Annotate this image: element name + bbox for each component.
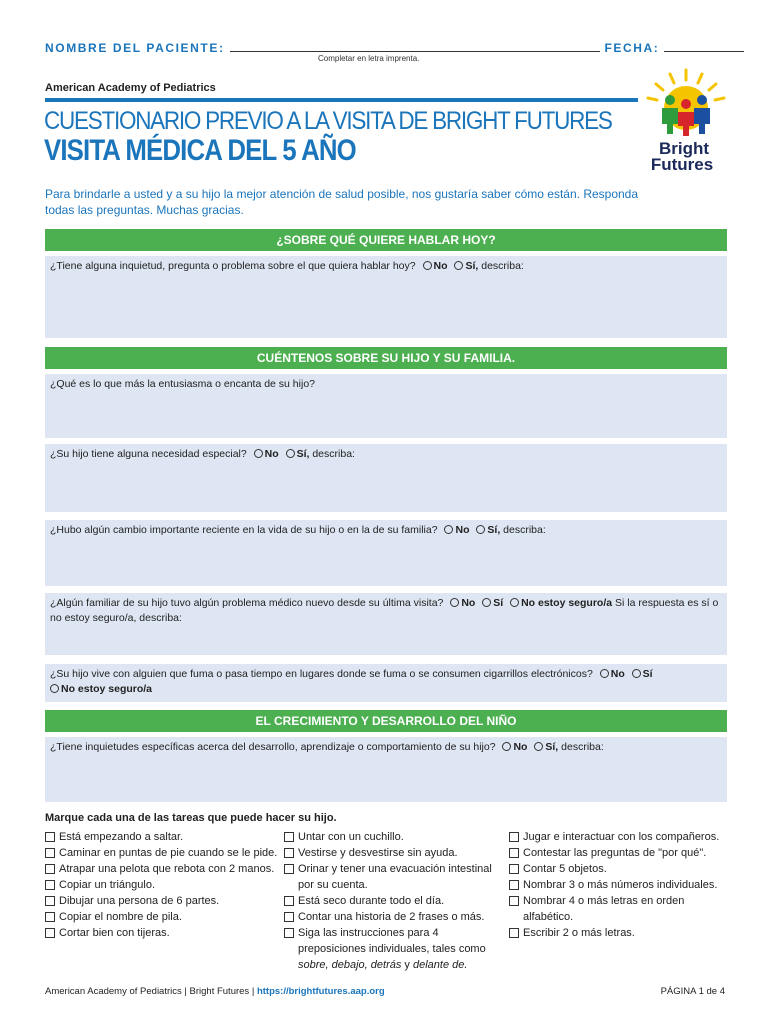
patient-name-field[interactable] xyxy=(230,40,600,52)
print-note: Completar en letra imprenta. xyxy=(318,54,420,63)
task-item[interactable]: Jugar e interactuar con los compañeros. xyxy=(509,829,729,845)
footer: American Academy of Pediatrics | Bright Futures | https://brightfutures.aap.org xyxy=(45,986,385,997)
footer-link[interactable]: https://brightfutures.aap.org xyxy=(256,986,385,997)
radio-no[interactable] xyxy=(444,525,453,534)
question-text: ¿Tiene alguna inquietud, pregunta o problema sobre el que quiera hablar hoy? xyxy=(50,260,416,272)
section-header-development: EL CRECIMIENTO Y DESARROLLO DEL NIÑO xyxy=(45,710,727,732)
question-text: ¿Algún familiar de su hijo tuvo algún problema médico nuevo desde su última visita? xyxy=(50,597,444,609)
question-box-family-medical[interactable] xyxy=(45,593,727,655)
tasks-column-1 xyxy=(45,829,280,941)
option-label: describa: xyxy=(481,260,524,272)
bright-futures-logo xyxy=(640,68,730,173)
radio-yes[interactable] xyxy=(482,598,491,607)
option-label: Sí, xyxy=(296,448,310,460)
intro-text: Para brindarle a usted y a su hijo la mejor atención de salud posible, nos gustaría saber cómo están. Responda todas las preguntas. Muchas gracias. xyxy=(45,187,639,217)
option-label: No xyxy=(513,741,528,753)
checkbox[interactable] xyxy=(509,928,519,938)
option-label: No xyxy=(610,668,625,680)
task-item[interactable]: Copiar el nombre de pila. xyxy=(45,909,280,925)
question-box-changes[interactable] xyxy=(45,520,727,586)
question-box-enthusiasm[interactable] xyxy=(45,374,727,438)
checkbox[interactable] xyxy=(284,928,294,938)
option-label: No xyxy=(433,260,448,272)
task-item[interactable]: Orinar y tener una evacuación intestinal por su cuenta. xyxy=(284,861,499,893)
patient-name-row xyxy=(45,40,744,55)
radio-yes[interactable] xyxy=(534,742,543,751)
radio-no[interactable] xyxy=(450,598,459,607)
org-name: American Academy of Pediatrics xyxy=(45,82,216,94)
option-label: Sí, xyxy=(465,260,479,272)
option-label: Sí, xyxy=(545,741,559,753)
task-item[interactable]: Nombrar 3 o más números individuales. xyxy=(509,877,729,893)
radio-no[interactable] xyxy=(600,669,609,678)
option-label: No estoy seguro/a xyxy=(521,597,613,609)
header-divider xyxy=(45,98,638,102)
task-item[interactable]: Dibujar una persona de 6 partes. xyxy=(45,893,280,909)
section-header-topics: ¿SOBRE QUÉ QUIERE HABLAR HOY? xyxy=(45,229,727,251)
page-subtitle: VISITA MÉDICA DEL 5 AÑO xyxy=(44,134,356,167)
option-label: describa: xyxy=(312,448,355,460)
checkbox[interactable] xyxy=(509,832,519,842)
radio-yes[interactable] xyxy=(286,449,295,458)
radio-not-sure[interactable] xyxy=(50,684,59,693)
question-text: ¿Su hijo tiene alguna necesidad especial? xyxy=(50,448,247,460)
task-item[interactable]: Siga las instrucciones para 4 preposiciones individuales, tales como sobre, debajo, detrás y delante de. xyxy=(284,925,499,973)
question-text: Si la respuesta es sí o no estoy seguro/a, describa: xyxy=(50,597,719,624)
question-box-special-needs[interactable] xyxy=(45,444,727,512)
task-item[interactable]: Cortar bien con tijeras. xyxy=(45,925,280,941)
radio-yes[interactable] xyxy=(632,669,641,678)
option-label: No xyxy=(461,597,476,609)
task-item[interactable]: Vestirse y desvestirse sin ayuda. xyxy=(284,845,499,861)
radio-no[interactable] xyxy=(502,742,511,751)
option-label: describa: xyxy=(561,741,604,753)
radio-no[interactable] xyxy=(423,261,432,270)
logo-text-1: Bright xyxy=(658,139,710,158)
checkbox[interactable] xyxy=(509,896,519,906)
logo-text-2: Futures xyxy=(650,155,714,173)
task-item[interactable]: Escribir 2 o más letras. xyxy=(509,925,729,941)
checkbox[interactable] xyxy=(45,880,55,890)
radio-no[interactable] xyxy=(254,449,263,458)
option-label: No estoy seguro/a xyxy=(61,683,153,695)
task-item[interactable]: Contar una historia de 2 frases o más. xyxy=(284,909,499,925)
task-item[interactable]: Está seco durante todo el día. xyxy=(284,893,499,909)
date-label: FECHA: xyxy=(604,41,660,55)
footer-org: American Academy of Pediatrics xyxy=(45,986,182,997)
question-box-smoking[interactable] xyxy=(45,664,727,702)
checkbox[interactable] xyxy=(45,848,55,858)
checkbox[interactable] xyxy=(45,864,55,874)
task-item[interactable]: Atrapar una pelota que rebota con 2 manos. xyxy=(45,861,280,877)
checkbox[interactable] xyxy=(509,880,519,890)
option-label: describa: xyxy=(503,524,546,536)
page-number: PÁGINA 1 de 4 xyxy=(660,986,725,997)
tasks-column-3 xyxy=(509,829,729,941)
option-label: Sí, xyxy=(487,524,501,536)
checkbox[interactable] xyxy=(284,832,294,842)
task-item[interactable]: Contar 5 objetos. xyxy=(509,861,729,877)
option-label: No xyxy=(455,524,470,536)
checkbox[interactable] xyxy=(45,896,55,906)
question-box-concerns[interactable] xyxy=(45,256,727,338)
option-label: Sí xyxy=(493,597,504,609)
question-box-development[interactable] xyxy=(45,737,727,802)
task-item[interactable]: Caminar en puntas de pie cuando se le pide. xyxy=(45,845,280,861)
section-header-family: CUÉNTENOS SOBRE SU HIJO Y SU FAMILIA. xyxy=(45,347,727,369)
task-item[interactable]: Contestar las preguntas de "por qué". xyxy=(509,845,729,861)
checkbox[interactable] xyxy=(509,848,519,858)
checkbox[interactable] xyxy=(509,864,519,874)
option-label: Sí xyxy=(642,668,653,680)
question-text: ¿Qué es lo que más la entusiasma o encanta de su hijo? xyxy=(50,378,315,390)
question-text: ¿Tiene inquietudes específicas acerca del desarrollo, aprendizaje o comportamiento de su hijo? xyxy=(50,741,496,753)
tasks-title: Marque cada una de las tareas que puede hacer su hijo. xyxy=(45,812,337,824)
checkbox[interactable] xyxy=(45,912,55,922)
checkbox[interactable] xyxy=(284,848,294,858)
checkbox[interactable] xyxy=(45,832,55,842)
footer-program: Bright Futures xyxy=(189,986,250,997)
date-field[interactable] xyxy=(664,40,744,52)
task-item[interactable]: Está empezando a saltar. xyxy=(45,829,280,845)
radio-yes[interactable] xyxy=(454,261,463,270)
task-item[interactable]: Untar con un cuchillo. xyxy=(284,829,499,845)
radio-not-sure[interactable] xyxy=(510,598,519,607)
checkbox[interactable] xyxy=(284,864,294,874)
page-title: CUESTIONARIO PREVIO A LA VISITA DE BRIGHT FUTURES xyxy=(44,107,612,135)
checkbox[interactable] xyxy=(45,928,55,938)
checkbox[interactable] xyxy=(284,896,294,906)
task-item[interactable]: Nombrar 4 o más letras en orden alfabético. xyxy=(509,893,729,925)
question-text: ¿Hubo algún cambio importante reciente en la vida de su hijo o en la de su familia? xyxy=(50,524,438,536)
task-item[interactable]: Copiar un triángulo. xyxy=(45,877,280,893)
question-text: ¿Su hijo vive con alguien que fuma o pasa tiempo en lugares donde se fuma o se consumen cigarrillos electrónicos? xyxy=(50,668,593,680)
radio-yes[interactable] xyxy=(476,525,485,534)
option-label: No xyxy=(264,448,279,460)
checkbox[interactable] xyxy=(284,912,294,922)
tasks-column-2 xyxy=(284,829,499,973)
patient-name-label: NOMBRE DEL PACIENTE: xyxy=(45,41,225,55)
